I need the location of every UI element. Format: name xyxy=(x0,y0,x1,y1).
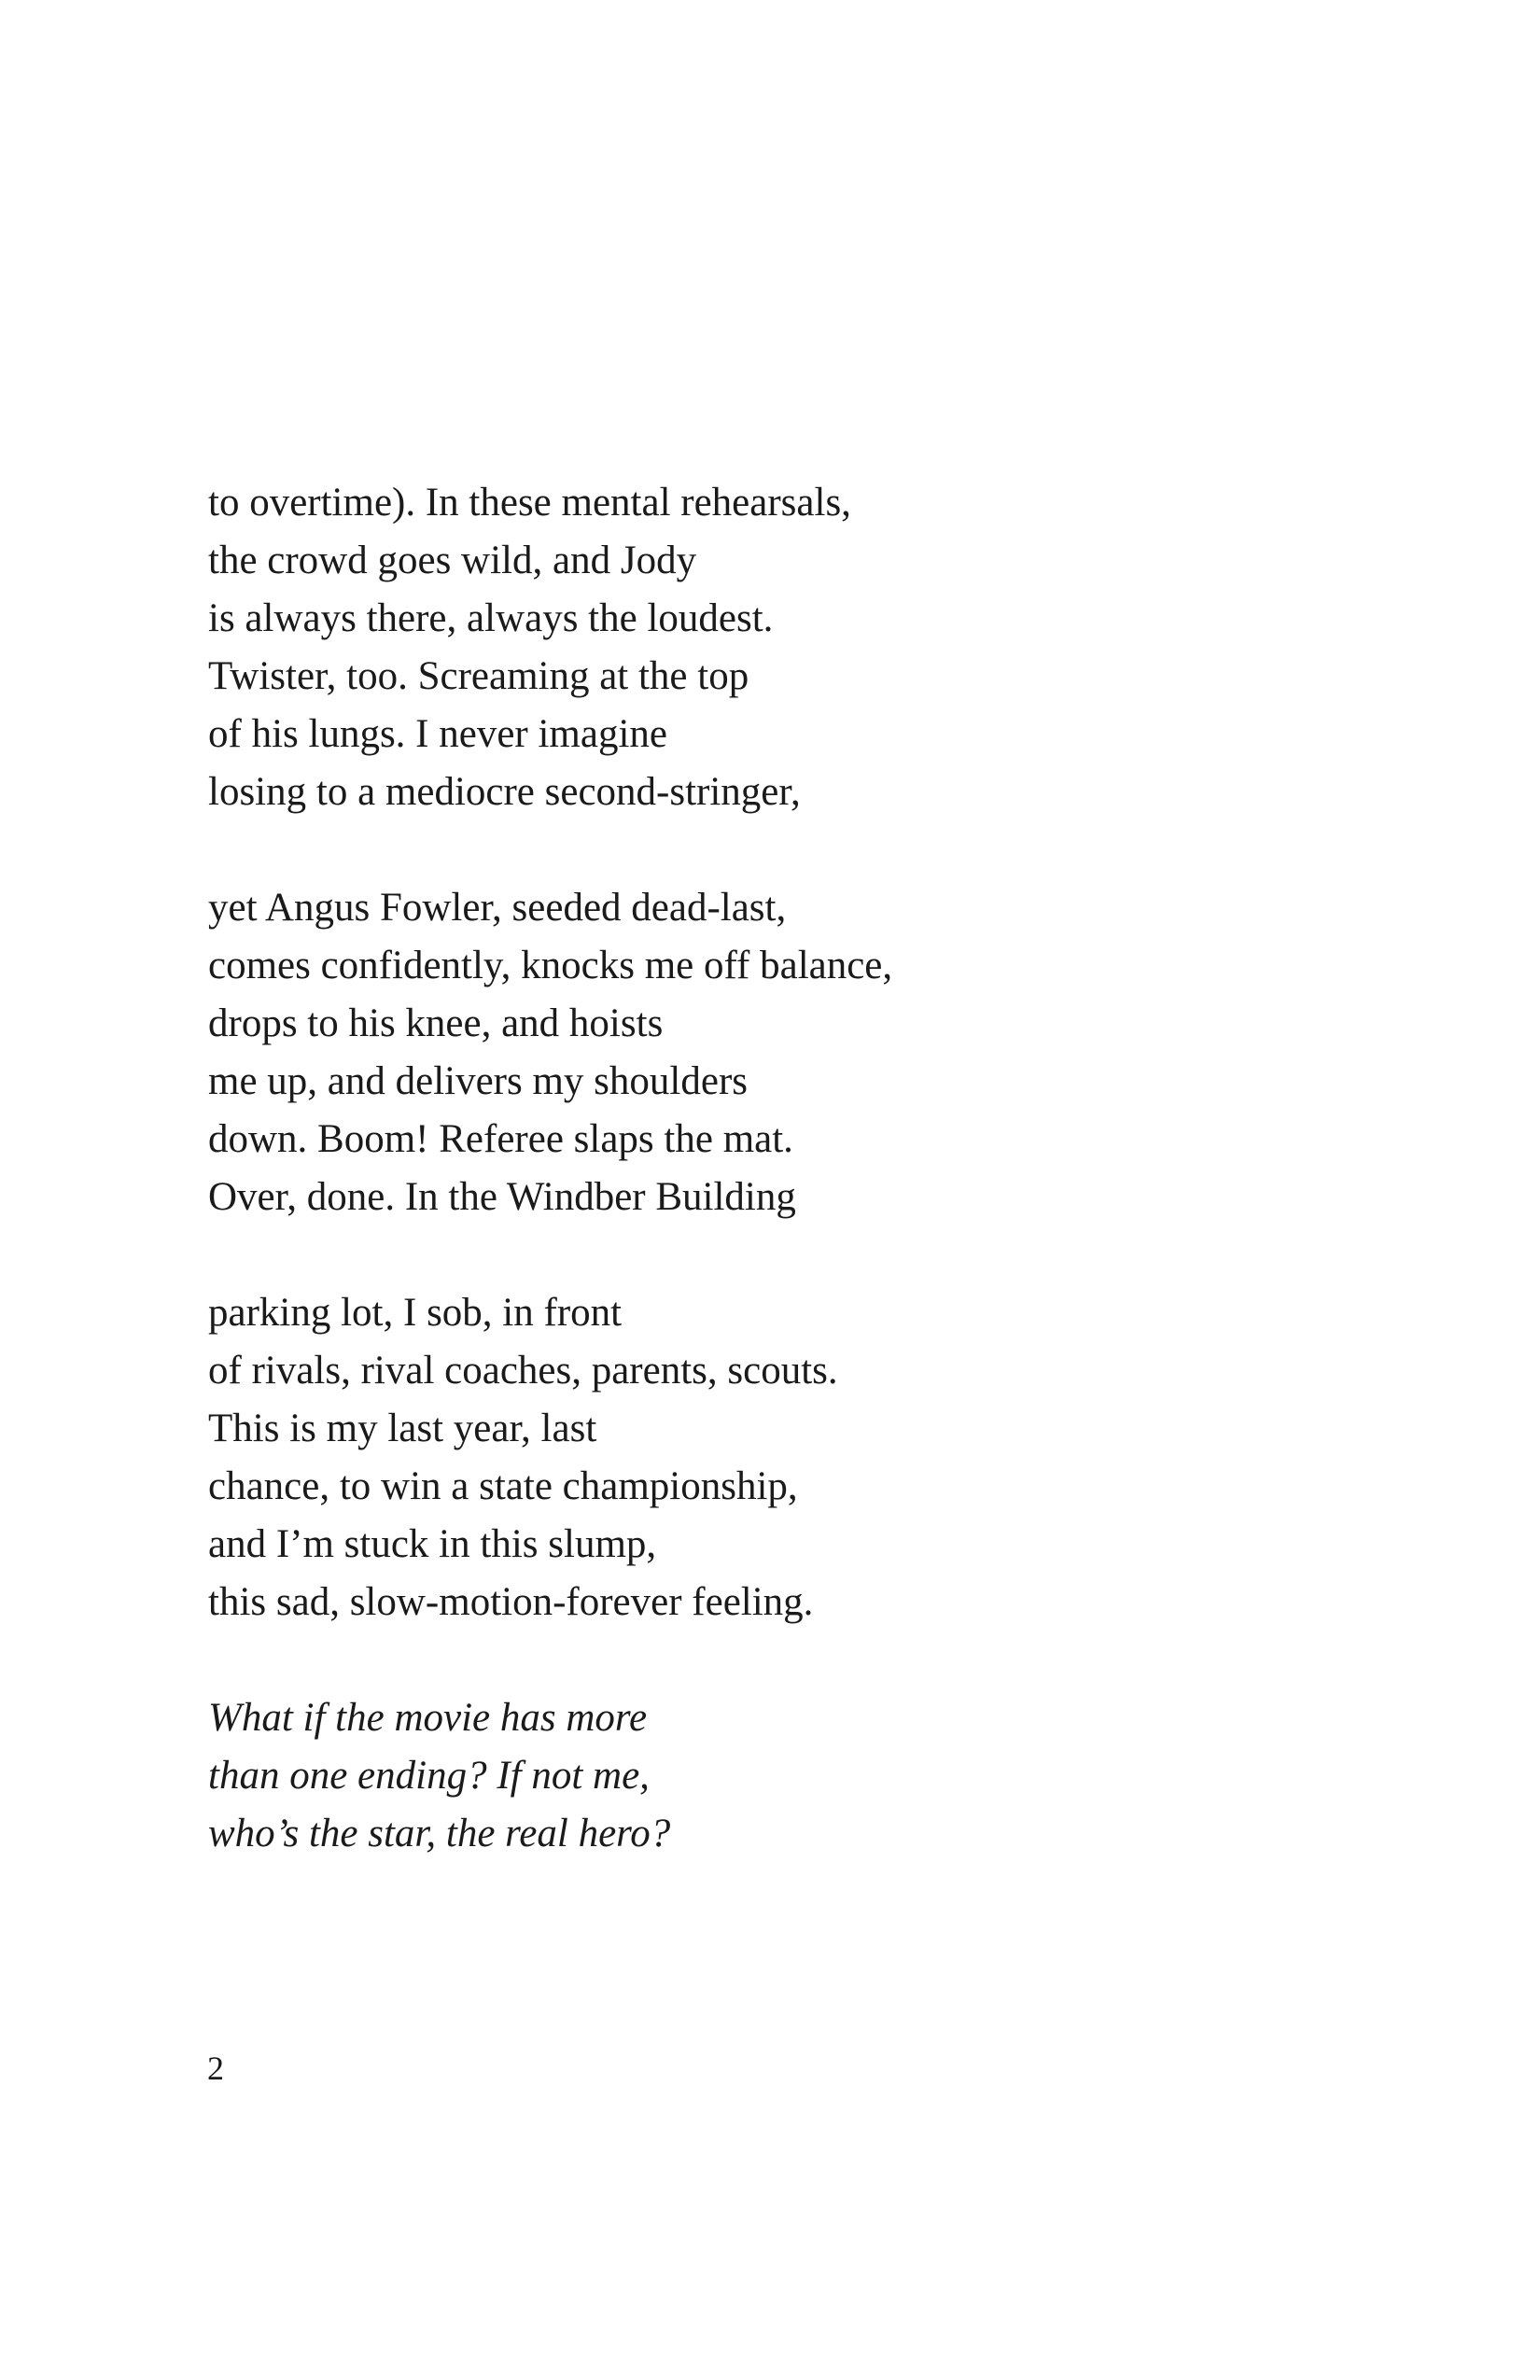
poem-line: Twister, too. Screaming at the top xyxy=(208,654,749,698)
poem-line-italic: What if the movie has more xyxy=(208,1696,648,1740)
poem-line: comes confidently, knocks me off balance, xyxy=(208,944,893,987)
poem-line: Over, done. In the Windber Building xyxy=(208,1175,796,1219)
poem-line: of rivals, rival coaches, parents, scouts. xyxy=(208,1349,838,1393)
poem-line: of his lungs. I never imagine xyxy=(208,712,668,756)
poem-body xyxy=(208,474,1328,1921)
poem-line: to overtime). In these mental rehearsals, xyxy=(208,481,851,525)
page-number: 2 xyxy=(207,2050,224,2087)
poem-line: the crowd goes wild, and Jody xyxy=(208,539,697,582)
poem-line-italic: than one ending? If not me, xyxy=(208,1754,650,1798)
stanza-2 xyxy=(208,879,1328,1226)
poem-line: parking lot, I sob, in front xyxy=(208,1291,623,1335)
poem-line: this sad, slow-motion-forever feeling. xyxy=(208,1580,814,1624)
poem-line: This is my last year, last xyxy=(208,1407,597,1450)
poem-line-italic: who’s the star, the real hero? xyxy=(208,1812,671,1855)
poem-line: yet Angus Fowler, seeded dead-last, xyxy=(208,886,787,930)
poem-line: me up, and delivers my shoulders xyxy=(208,1059,749,1103)
poem-line: down. Boom! Referee slaps the mat. xyxy=(208,1117,793,1161)
poem-line: losing to a mediocre second-stringer, xyxy=(208,770,801,814)
stanza-1 xyxy=(208,474,1328,821)
poem-line: drops to his knee, and hoists xyxy=(208,1001,664,1045)
poem-line: chance, to win a state championship, xyxy=(208,1464,798,1508)
poem-line: is always there, always the loudest. xyxy=(208,596,774,640)
stanza-3 xyxy=(208,1284,1328,1631)
stanza-4-italic xyxy=(208,1689,1328,1863)
poem-line: and I’m stuck in this slump, xyxy=(208,1522,657,1566)
